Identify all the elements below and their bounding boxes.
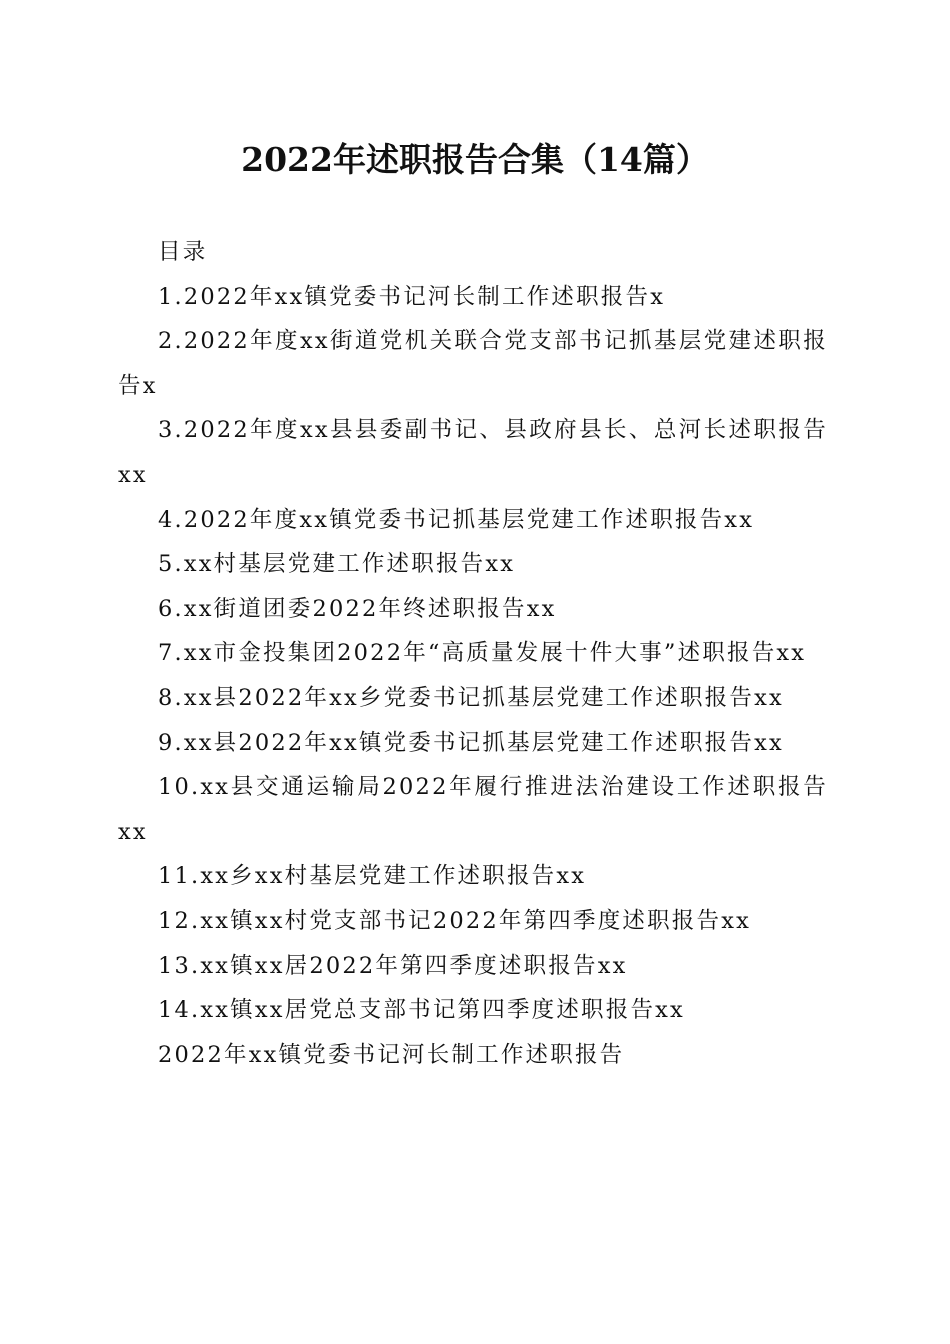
document-title: 2022年述职报告合集（14篇）: [241, 140, 709, 179]
toc-item: 2.2022年度xx街道党机关联合党支部书记抓基层党建述职报告x: [118, 328, 828, 399]
toc-item: 14.xx镇xx居党总支部书记第四季度述职报告xx: [158, 997, 685, 1024]
toc-item: 8.xx县2022年xx乡党委书记抓基层党建工作述职报告xx: [158, 684, 784, 711]
toc-item: 6.xx街道团委2022年终述职报告xx: [158, 595, 557, 622]
section-heading: 2022年xx镇党委书记河长制工作述职报告: [158, 1041, 625, 1068]
toc-item: 13.xx镇xx居2022年第四季度述职报告xx: [158, 952, 628, 979]
toc-item: 11.xx乡xx村基层党建工作述职报告xx: [158, 863, 587, 890]
toc-item: 10.xx县交通运输局2022年履行推进法治建设工作述职报告xx: [118, 774, 828, 845]
toc-item: 12.xx镇xx村党支部书记2022年第四季度述职报告xx: [158, 907, 751, 934]
toc-item: 9.xx县2022年xx镇党委书记抓基层党建工作述职报告xx: [158, 729, 784, 756]
toc-item: 3.2022年度xx县县委副书记、县政府县长、总河长述职报告xx: [118, 417, 828, 488]
toc-heading: 目录: [158, 239, 208, 265]
toc-item: 1.2022年xx镇党委书记河长制工作述职报告x: [158, 283, 666, 310]
toc-item: 5.xx村基层党建工作述职报告xx: [158, 551, 516, 578]
table-of-contents: [118, 230, 828, 1077]
toc-item: 7.xx市金投集团2022年“高质量发展十件大事”述职报告xx: [158, 640, 807, 667]
toc-item: 4.2022年度xx镇党委书记抓基层党建工作述职报告xx: [158, 506, 755, 533]
